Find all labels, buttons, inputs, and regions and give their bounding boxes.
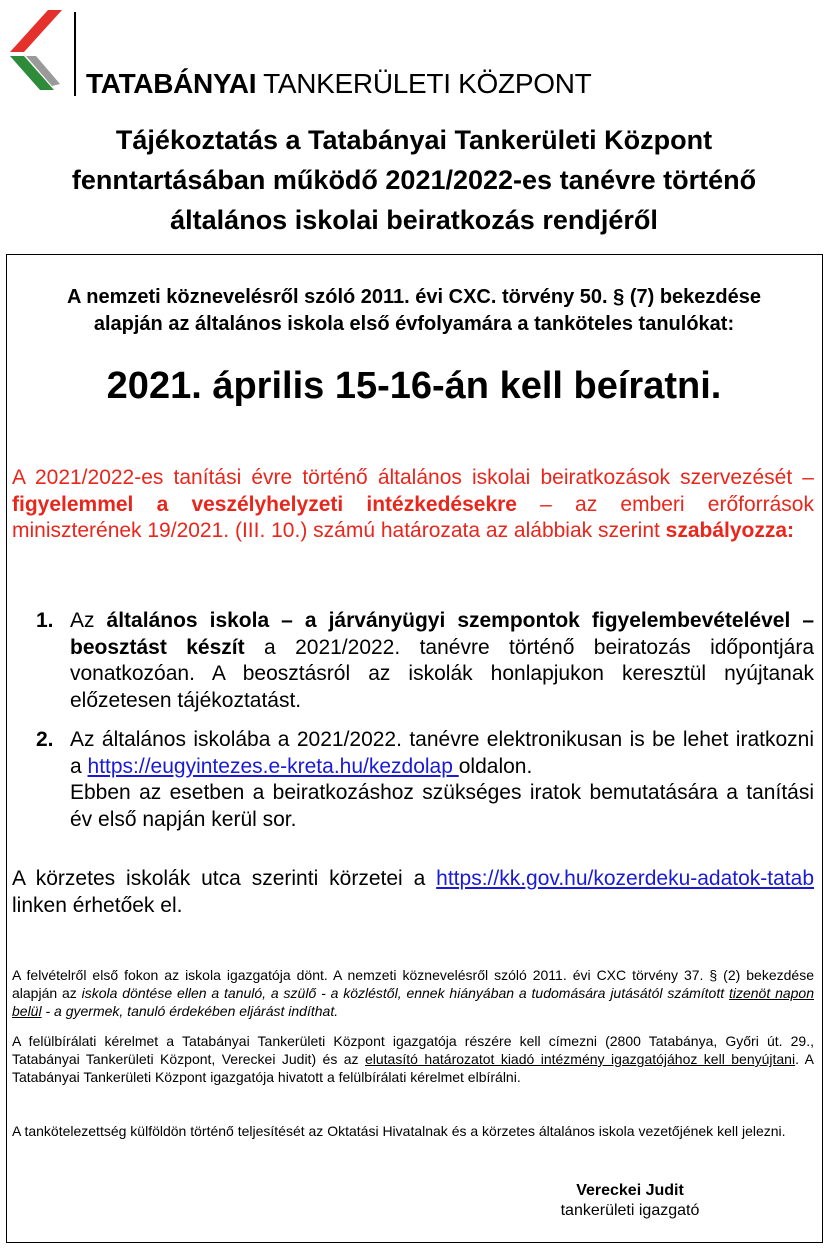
intro-line-2: alapján az általános iskola első évfolyamára a tanköteles tanulókat: (93, 313, 735, 335)
list-item-number: 1. (36, 609, 54, 632)
review-request-note (12, 1032, 814, 1086)
red-bold-2: szabályozza: (665, 519, 795, 542)
red-text-1: A 2021/2022-es tanítási évre történő általános iskolai beiratkozások szervezését – (12, 466, 814, 489)
district-text-1: A körzetes iskolák utca szerinti körzetei a (12, 867, 437, 890)
org-name-bold: TATABÁNYAI (86, 68, 257, 99)
item2-text-1: Az általános iskolába a 2021/2022. tanévre elektronikusan is be lehet iratkozni a (70, 728, 814, 778)
note2-text-2: . A Tatabányai Tankerületi Központ igazgatója hivatott a felülbírálati kérelmet elbírálni. (12, 1051, 814, 1085)
item1-text-1: Az (70, 609, 107, 632)
note1-text: A felvételről első fokon az iskola igazgatója dönt. A nemzeti köznevelésről szóló 2011. évi CXC törvény 37. § (2) bekezdése alapján az (12, 967, 814, 1001)
note1-underlined: tizenöt napon belül (12, 985, 814, 1019)
document-title (0, 120, 828, 240)
signature-role: tankerületi igazgató (560, 1202, 700, 1219)
organization-name (86, 68, 591, 100)
note2-underlined: elutasító határozatot kiadó intézmény igazgatójához kell benyújtani (364, 1051, 796, 1067)
note1-italic-2: - a gyermek, tanuló érdekében eljárást indíthat. (41, 1003, 339, 1019)
district-text-2: linken érhetőek el. (12, 893, 183, 917)
note2-text-1: A felülbírálati kérelmet a Tatabányai Tankerületi Központ igazgatója részére kell címezni (2800 Tatabánya, Győri út. 29., Tatabányai Tankerületi Központ, Vereckei Judit) és az (12, 1033, 814, 1067)
legal-intro (10, 284, 818, 338)
list-item-number: 2. (36, 728, 54, 751)
title-line-3: általános iskolai beiratkozás rendjéről (170, 205, 658, 235)
item2-text-2: oldalon. (458, 754, 533, 778)
ekreta-link[interactable]: https://eugyintezes.e-kreta.hu/kezdolap (87, 754, 459, 778)
signature-name: Vereckei Judit (576, 1182, 684, 1199)
red-text-2: – az emberi erőforrások miniszterének 19/2021. (III. 10.) számú határozata az alábbiak szerint (12, 492, 814, 542)
red-bold-1: figyelemmel a veszélyhelyzeti intézkedésekre (12, 492, 517, 516)
appeal-note (12, 966, 814, 1020)
district-paragraph (12, 866, 814, 919)
list-item-text (70, 727, 814, 833)
district-link[interactable]: https://kk.gov.hu/kozerdeku-adatok-tatab (436, 867, 814, 890)
org-name-rest: TANKERÜLETI KÖZPONT (256, 68, 592, 99)
title-line-1: Tájékoztatás a Tatabányai Tankerületi Központ (115, 125, 713, 155)
item2-text-3: Ebben az esetben a beiratkozáshoz szükséges iratok bemutatására a tanítási év első napján kerül sor. (70, 781, 814, 831)
item1-text-2: a 2021/2022. tanévre történő beiratozás időpontjára vonatkozóan. A beosztásról az iskolák honlapjukon keresztül nyújtanak előzetesen tájékoztatást. (70, 635, 815, 712)
item1-bold: általános iskola – a járványügyi szempontok figyelembevételével – beosztást készít (70, 609, 815, 659)
note1-italic-1: iskola döntése ellen a tanuló, a szülő - a közléstől, ennek hiányában a tudomására jutásától számított (81, 985, 729, 1001)
list-item-text (70, 608, 814, 714)
title-line-2: fenntartásában működő 2021/2022-es tanévre történő (71, 165, 757, 195)
abroad-note: A tankötelezettség külföldön történő teljesítését az Oktatási Hivatalnak és a körzetes általános iskola vezetőjének kell jelezni. (12, 1123, 786, 1139)
intro-line-1: A nemzeti köznevelésről szóló 2011. évi CXC. törvény 50. § (7) bekezdése (66, 286, 761, 308)
tankeruleti-kozpont-logo-icon (10, 10, 80, 98)
enrollment-deadline: 2021. április 15-16-án kell beíratni. (106, 365, 722, 407)
regulation-paragraph (12, 465, 814, 545)
